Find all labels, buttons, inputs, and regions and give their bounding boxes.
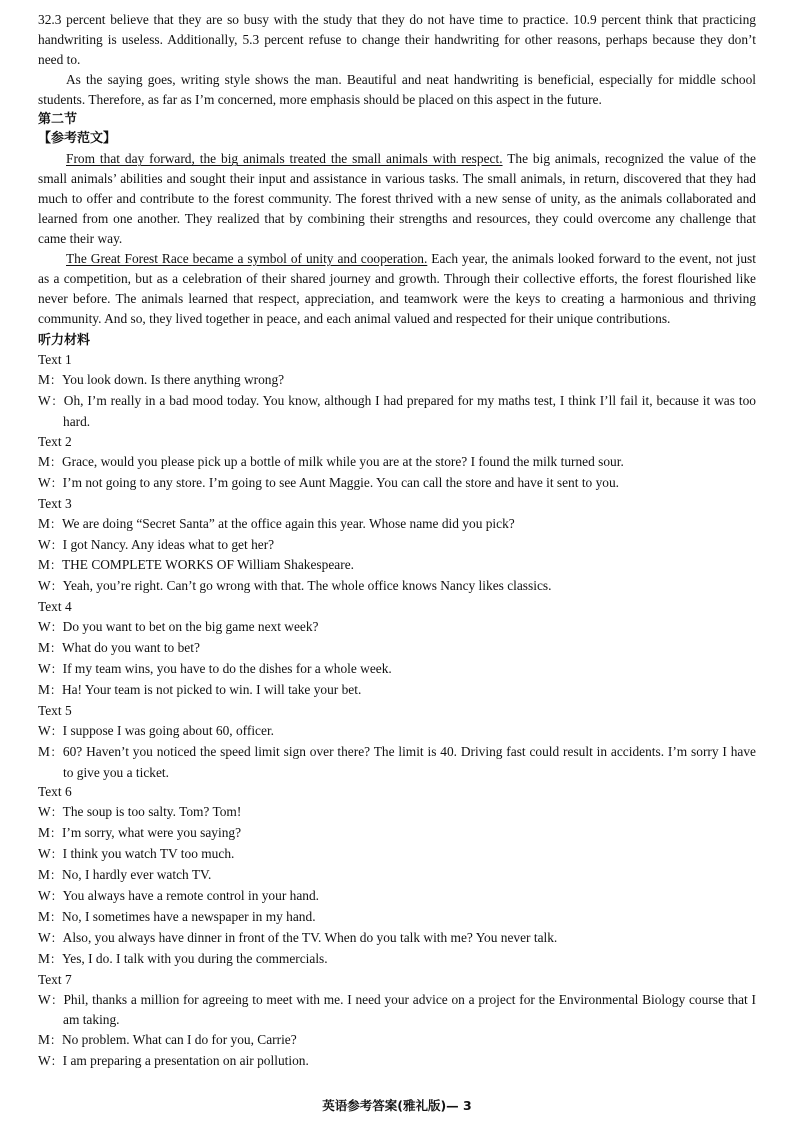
essay-paragraph-2-body: Each year, the animals looked forward to the event, not just as a competition, but as a celebration of their shared journey and growth. Through their collective efforts, the forest flourished like never before. The animals learned that respect, appreciation, and teamwork were the keys to creating a harmonious and thriving community. And so, they lived together in peace, and each animal valued and respected for their unique contributions. bbox=[38, 250, 756, 326]
dialogue-line bbox=[38, 638, 756, 659]
speaker-label: W bbox=[38, 1053, 51, 1069]
dialogue-text: I am preparing a presentation on air pollution. bbox=[62, 1053, 309, 1069]
sample-essay-heading: 【参考范文】 bbox=[38, 131, 117, 147]
dialogue-text: I’m not going to any store. I’m going to see Aunt Maggie. You can call the store and have it sent to you. bbox=[62, 474, 620, 490]
dialogue-line bbox=[38, 535, 756, 556]
speaker-colon: ： bbox=[49, 682, 62, 697]
speaker-colon: ： bbox=[50, 888, 63, 903]
essay-paragraph-2 bbox=[38, 249, 756, 329]
speaker-colon: ： bbox=[50, 662, 63, 676]
speaker-colon: ： bbox=[50, 847, 63, 862]
dialogue-text: You look down. Is there anything wrong? bbox=[61, 372, 285, 388]
dialogue-text: 60? Haven’t you noticed the speed limit sign over there? The limit is 40. Driving fast could result in accidents. I’m sorry I have to give you a ticket. bbox=[62, 743, 756, 780]
speaker-colon: ： bbox=[49, 516, 62, 531]
speaker-label: M bbox=[38, 825, 50, 841]
speaker-colon: ： bbox=[50, 620, 63, 635]
essay-second-first-sentence: The Great Forest Race became a symbol of unity and cooperation. bbox=[66, 250, 428, 266]
text-label: Text 6 bbox=[38, 784, 72, 800]
text-label: Text 1 bbox=[38, 352, 72, 368]
speaker-colon: ： bbox=[50, 805, 63, 820]
dialogue-text: The soup is too salty. Tom? Tom! bbox=[62, 804, 242, 820]
dialogue-line bbox=[38, 680, 756, 701]
dialogue-text: Oh, I’m really in a bad mood today. You know, although I had prepared for my maths test, I think I’ll fail it, because it was too hard. bbox=[63, 393, 756, 430]
dialogue-text: Also, you always have dinner in front of the TV. When do you talk with me? You never talk. bbox=[62, 929, 558, 945]
speaker-colon: ： bbox=[50, 475, 63, 490]
dialogue-text: No, I sometimes have a newspaper in my hand. bbox=[61, 908, 316, 924]
speaker-colon: ： bbox=[49, 1033, 62, 1048]
speaker-colon: ： bbox=[49, 909, 62, 924]
speaker-label: M bbox=[38, 681, 50, 697]
dialogue-line bbox=[38, 844, 756, 865]
speaker-colon: ： bbox=[50, 992, 64, 1007]
speaker-label: W bbox=[38, 578, 51, 594]
text-label: Text 7 bbox=[38, 971, 72, 987]
survey-paragraph-2: As the saying goes, writing style shows the man. Beautiful and neat handwriting is beneficial, especially for middle school students. Therefore, as far as I’m concerned, more emphasis should be placed on this aspect in the future. bbox=[38, 71, 756, 107]
speaker-label: M bbox=[38, 515, 50, 531]
speaker-label: M bbox=[38, 743, 50, 759]
dialogue-line bbox=[38, 949, 756, 970]
speaker-label: W bbox=[38, 846, 51, 862]
speaker-label: M bbox=[38, 372, 50, 388]
dialogue-line bbox=[38, 555, 756, 576]
dialogue-line bbox=[38, 802, 756, 823]
dialogue-text: What do you want to bet? bbox=[61, 640, 200, 656]
survey-paragraph-1: 32.3 percent believe that they are so busy with the study that they do not have time to practice. 10.9 percent think that practicing handwriting is useless. Additionally, 5.3 percent refuse to change their handwriting for other reasons, perhaps because they don’t need to. bbox=[38, 12, 756, 67]
speaker-colon: ： bbox=[50, 394, 64, 409]
speaker-colon: ： bbox=[50, 579, 63, 594]
page-footer: 英语参考答案(雅礼版)— 3 bbox=[322, 1098, 472, 1113]
dialogue-line bbox=[38, 473, 756, 494]
dialogue-line bbox=[38, 990, 756, 1031]
text-label: Text 2 bbox=[38, 434, 72, 450]
speaker-label: W bbox=[38, 619, 51, 635]
speaker-colon: ： bbox=[50, 930, 63, 945]
dialogue-line bbox=[38, 576, 756, 597]
speaker-label: W bbox=[38, 991, 51, 1007]
speaker-label: W bbox=[38, 393, 51, 409]
speaker-label: W bbox=[38, 722, 51, 738]
dialogue-text: Ha! Your team is not picked to win. I will take your bet. bbox=[61, 681, 362, 697]
speaker-colon: ： bbox=[49, 868, 62, 883]
speaker-colon: ： bbox=[50, 723, 63, 738]
speaker-label: W bbox=[38, 474, 51, 490]
text-label: Text 3 bbox=[38, 495, 72, 511]
dialogue-text: No, I hardly ever watch TV. bbox=[61, 867, 212, 883]
speaker-colon: ： bbox=[49, 826, 62, 841]
speaker-label: M bbox=[38, 557, 50, 573]
speaker-label: M bbox=[38, 640, 50, 656]
speaker-label: M bbox=[38, 867, 50, 883]
listening-transcript bbox=[38, 350, 756, 1072]
dialogue-line bbox=[38, 370, 756, 391]
essay-paragraph-1 bbox=[38, 149, 756, 249]
dialogue-line bbox=[38, 742, 756, 783]
dialogue-line bbox=[38, 617, 756, 638]
dialogue-line bbox=[38, 1051, 756, 1072]
text-label: Text 4 bbox=[38, 599, 72, 615]
essay-paragraph-1-body: The big animals, recognized the value of the small animals’ abilities and sought their input and assistance in various tasks. The small animals, in return, discovered that they had much to offer and contribute to the forest community. The forest thrived with a new sense of unity, as the animals collaborated and learned from one another. They realized that by combining their strengths and resources, they could overcome any challenge that came their way. bbox=[38, 151, 756, 246]
dialogue-text: I got Nancy. Any ideas what to get her? bbox=[62, 536, 275, 552]
dialogue-text: If my team wins, you have to do the dishes for a whole week. bbox=[62, 661, 392, 676]
speaker-label: M bbox=[38, 453, 50, 469]
speaker-colon: ： bbox=[49, 744, 63, 759]
dialogue-line bbox=[38, 659, 756, 680]
dialogue-text: You always have a remote control in your hand. bbox=[62, 887, 320, 903]
dialogue-line bbox=[38, 823, 756, 844]
speaker-label: M bbox=[38, 908, 50, 924]
dialogue-line bbox=[38, 928, 756, 949]
dialogue-line bbox=[38, 886, 756, 907]
document-page bbox=[38, 10, 756, 1072]
dialogue-text: THE COMPLETE WORKS OF William Shakespeare. bbox=[61, 557, 354, 573]
dialogue-line bbox=[38, 721, 756, 742]
dialogue-text: We are doing “Secret Santa” at the office again this year. Whose name did you pick? bbox=[61, 515, 515, 531]
speaker-colon: ： bbox=[49, 373, 62, 388]
dialogue-text: Grace, would you please pick up a bottle of milk while you are at the store? I found the milk turned sour. bbox=[61, 453, 624, 469]
dialogue-text: No problem. What can I do for you, Carrie? bbox=[61, 1032, 297, 1048]
text-label: Text 5 bbox=[38, 702, 72, 718]
speaker-label: W bbox=[38, 929, 51, 945]
dialogue-line bbox=[38, 907, 756, 928]
dialogue-line bbox=[38, 1030, 756, 1051]
dialogue-text: Do you want to bet on the big game next week? bbox=[62, 619, 319, 635]
speaker-colon: ： bbox=[49, 951, 62, 966]
listening-title: 听力材料 bbox=[38, 332, 91, 348]
dialogue-line bbox=[38, 514, 756, 535]
speaker-label: W bbox=[38, 804, 51, 820]
dialogue-text: Phil, thanks a million for agreeing to meet with me. I need your advice on a project for the Environmental Biology course that I am taking. bbox=[63, 991, 756, 1028]
dialogue-line bbox=[38, 865, 756, 886]
dialogue-text: Yes, I do. I talk with you during the commercials. bbox=[61, 950, 328, 966]
speaker-label: W bbox=[38, 887, 51, 903]
dialogue-text: I think you watch TV too much. bbox=[62, 846, 235, 862]
speaker-colon: ： bbox=[50, 1054, 63, 1069]
essay-first-sentence: From that day forward, the big animals treated the small animals with respect. bbox=[66, 151, 503, 167]
section-heading: 第二节 bbox=[38, 111, 78, 127]
dialogue-line bbox=[38, 452, 756, 473]
speaker-colon: ： bbox=[49, 454, 62, 469]
dialogue-text: Yeah, you’re right. Can’t go wrong with that. The whole office knows Nancy likes classics. bbox=[62, 578, 552, 594]
speaker-colon: ： bbox=[49, 641, 62, 656]
speaker-label: W bbox=[38, 536, 51, 552]
speaker-colon: ： bbox=[50, 537, 63, 552]
dialogue-line bbox=[38, 391, 756, 432]
speaker-label: W bbox=[38, 661, 51, 676]
speaker-label: M bbox=[38, 1032, 50, 1048]
speaker-label: M bbox=[38, 950, 50, 966]
dialogue-text: I suppose I was going about 60, officer. bbox=[62, 722, 275, 738]
speaker-colon: ： bbox=[49, 558, 62, 573]
dialogue-text: I’m sorry, what were you saying? bbox=[61, 825, 242, 841]
